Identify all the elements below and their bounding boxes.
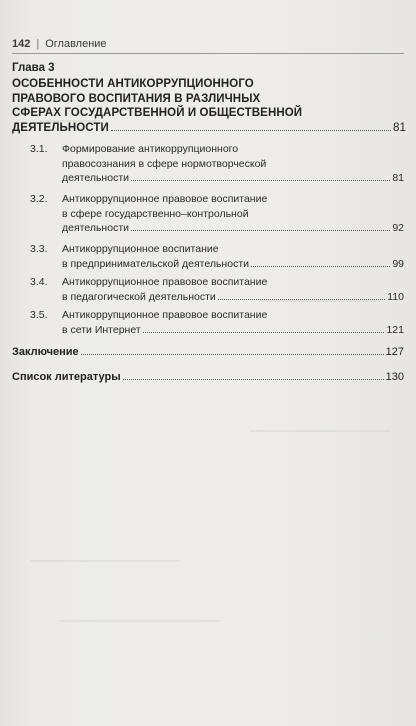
toc-entry-3-5 [30,308,404,337]
section-page: 99 [392,257,404,270]
section-page: 121 [386,323,404,336]
leader-dots [123,379,384,380]
toc-entry-3-2 [30,192,404,236]
chapter-title-line: ПРАВОВОГО ВОСПИТАНИЯ В РАЗЛИЧНЫХ [12,92,261,105]
chapter-title-line: СФЕРАХ ГОСУДАРСТВЕННОЙ И ОБЩЕСТВЕННОЙ [12,107,303,119]
section-title-last-line: в предпринимательской деятельности 99 [62,257,404,270]
toc-entry-3-4 [30,275,404,304]
toc-entry-3-1 [30,142,404,186]
references-page: 130 [385,371,404,383]
running-section-title: Оглавление [45,38,107,50]
section-title-last-line: в педагогической деятельности 110 [62,290,404,303]
chapter-title-last-line: ДЕЯТЕЛЬНОСТИ 81 [12,121,406,134]
leader-dots [131,230,390,231]
leader-dots [218,299,385,300]
section-number: 3.5. [30,309,48,321]
conclusion-label: Заключение [12,346,79,358]
running-header: 142 | Оглавление [12,38,404,54]
leader-dots [81,354,384,355]
section-title-line: Антикоррупционное правовое воспитание [62,193,268,205]
section-page: 110 [387,290,404,303]
chapter-label: Глава 3 [12,62,55,74]
section-number: 3.2. [30,193,48,205]
section-number: 3.3. [30,243,48,255]
chapter-title-line: ОСОБЕННОСТИ АНТИКОРРУПЦИОННОГО [12,78,254,90]
leader-dots [251,266,390,267]
toc-entry-references [12,371,404,383]
leader-dots [131,180,390,181]
section-title-line: Антикоррупционное правовое воспитание [62,309,268,321]
section-title-line: правосознания в сфере нормотворческой [62,157,267,170]
section-title-last-line: деятельности 92 [62,222,404,234]
section-title-line: Формирование антикоррупционного [62,143,239,155]
section-page: 92 [392,222,404,234]
section-title-last-line: в сети Интернет 121 [62,323,404,336]
leader-dots [143,332,385,333]
section-title-last-line: деятельности 81 [62,172,404,184]
section-number: 3.1. [30,143,48,155]
section-page: 81 [392,172,404,184]
toc-entry-3-3 [30,242,404,271]
bleed-through [30,560,180,562]
chapter-title [12,77,406,135]
section-title-line: Антикоррупционное воспитание [62,243,219,255]
section-title-line: Антикоррупционное правовое воспитание [62,276,268,288]
conclusion-page: 127 [385,346,404,358]
section-title-line: в сфере государственно–контрольной [62,207,249,220]
toc-entry-conclusion [12,346,404,358]
bleed-through [60,620,220,622]
leader-dots [111,130,391,131]
section-number: 3.4. [30,276,48,288]
chapter-page: 81 [393,121,406,134]
references-label: Список литературы [12,371,121,383]
page-number: 142 [12,38,31,50]
bleed-through [250,430,390,432]
